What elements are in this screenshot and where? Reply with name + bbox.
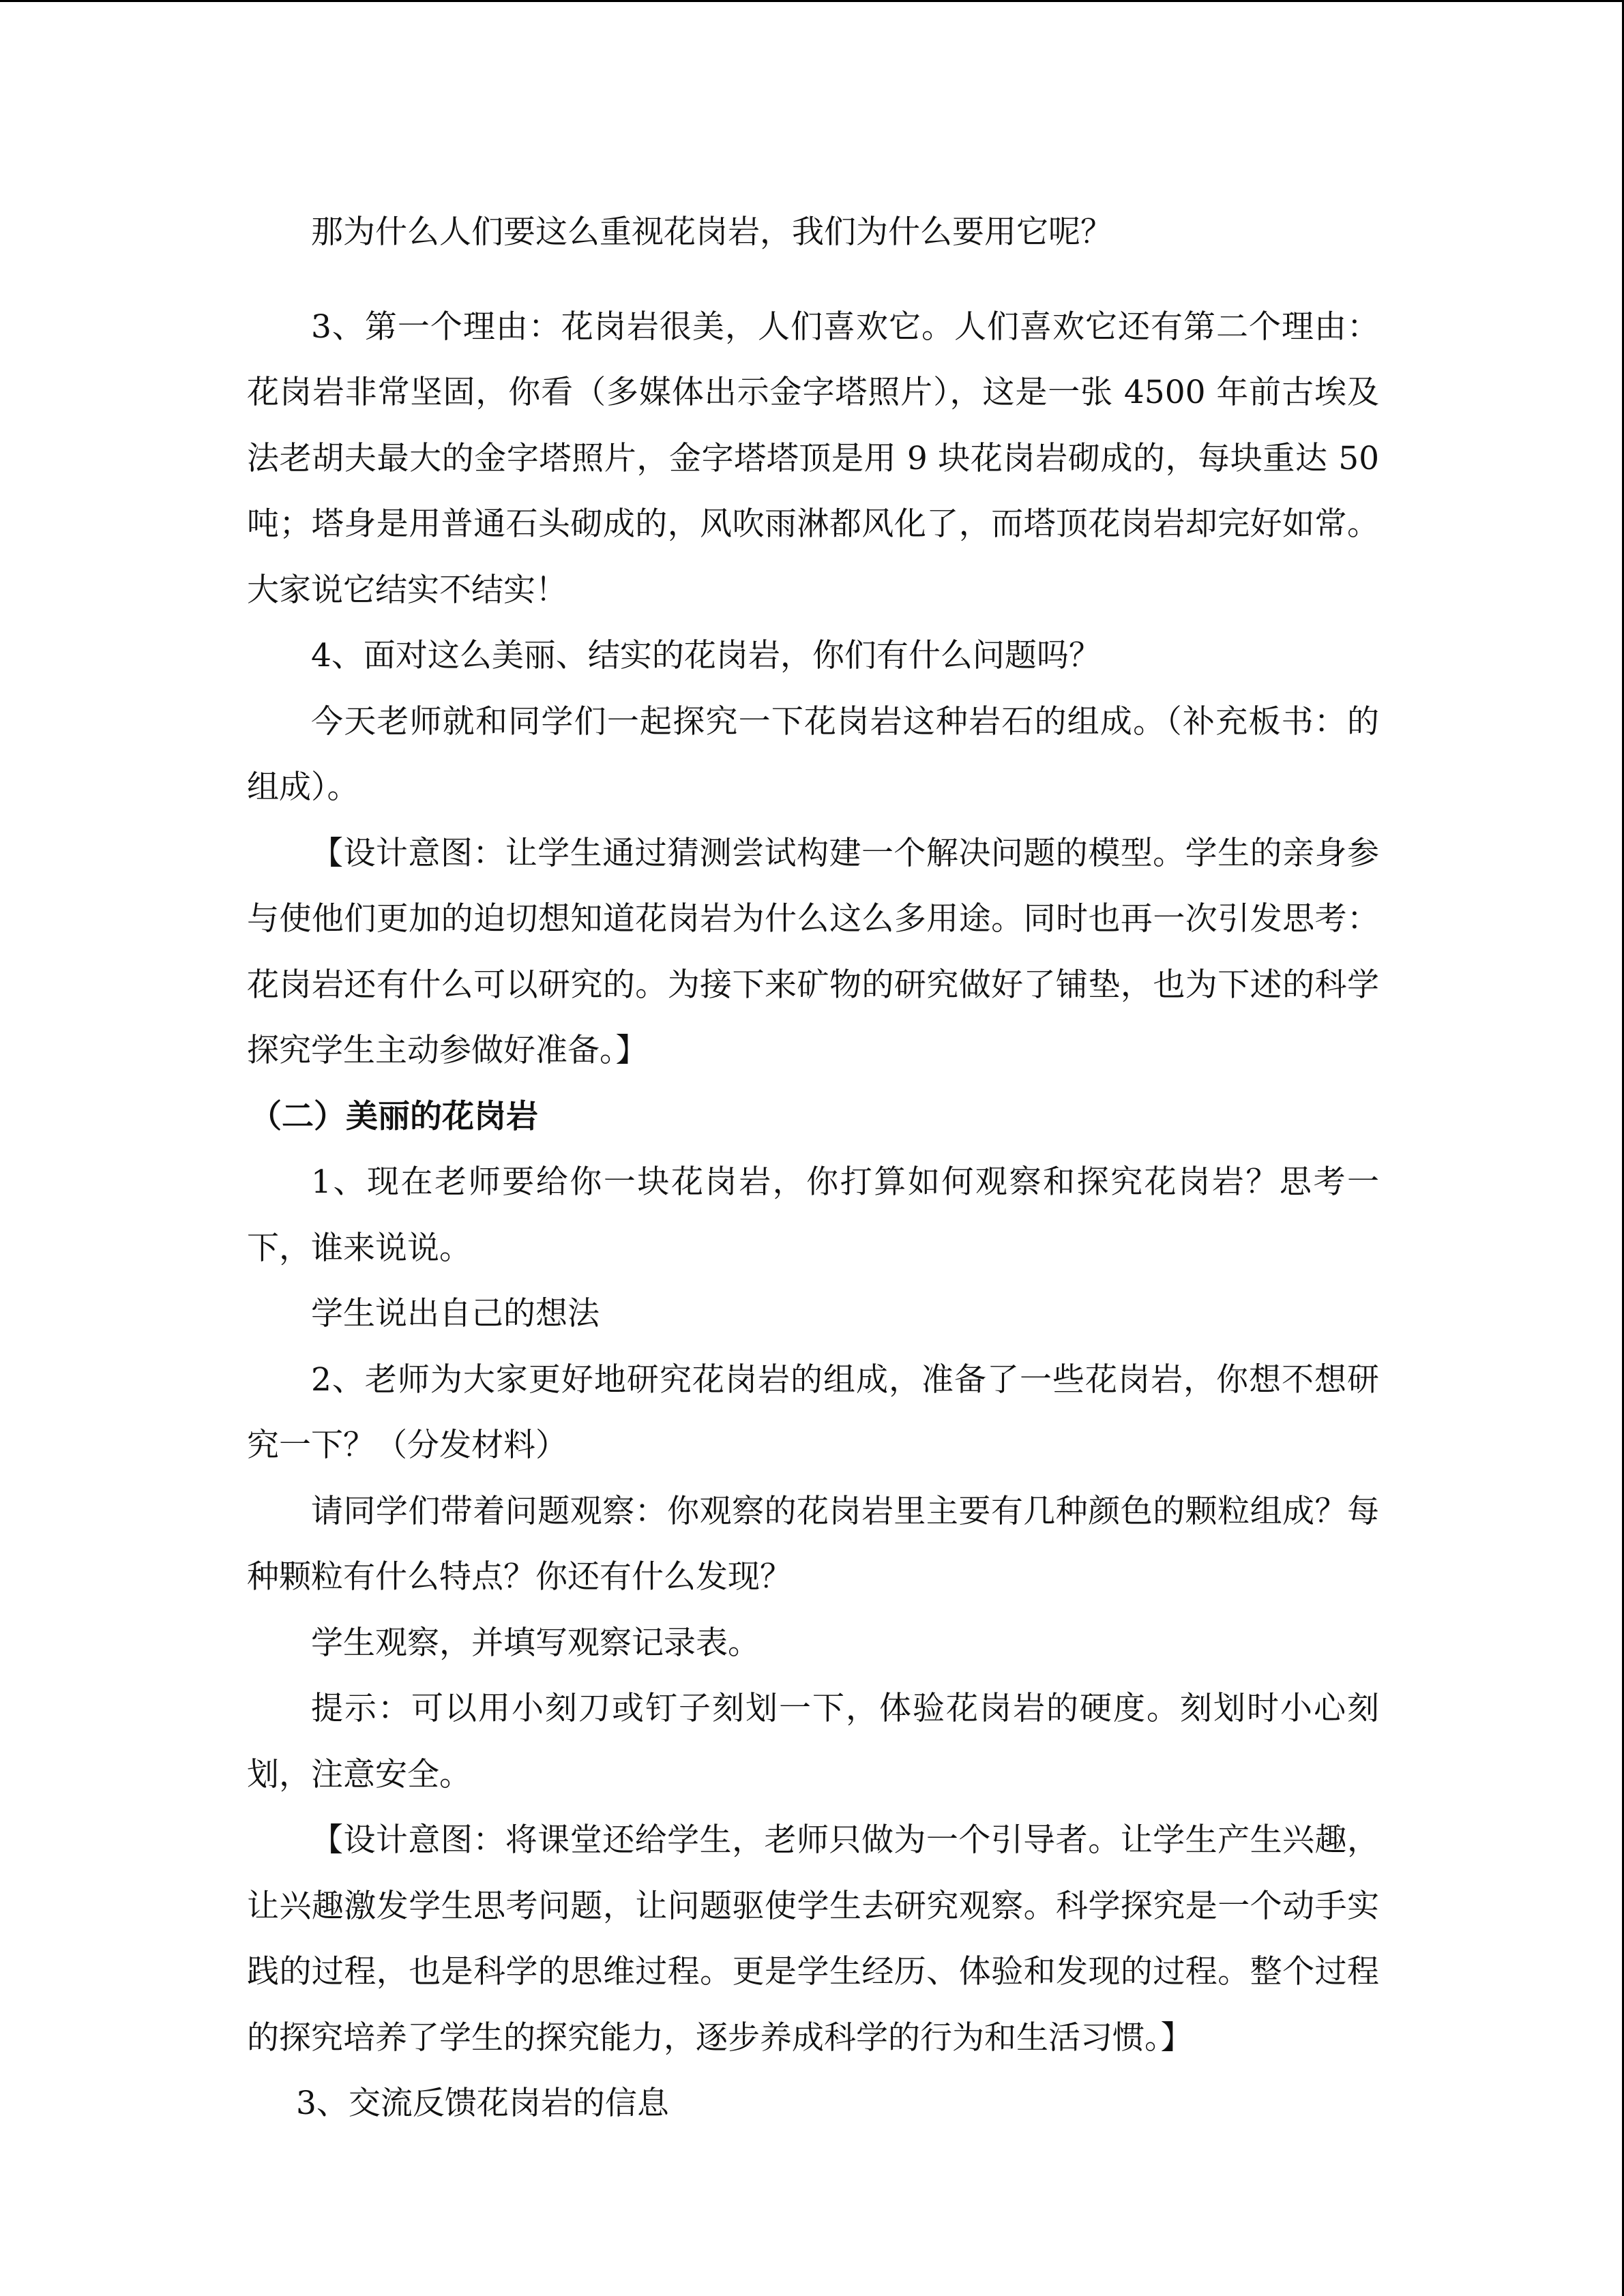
paragraph-feedback: 3、交流反馈花岗岩的信息 — [296, 2085, 669, 2122]
paragraph-record-table: 学生观察，并填写观察记录表。 — [311, 1624, 760, 1662]
document-body — [247, 200, 1379, 2137]
paragraph-design-intent-2: 【设计意图：将课堂还给学生，老师只做为一个引导者。让学生产生兴趣，让兴趣激发学生思考问题，让问题驱使学生去研究观察。科学探究是一个动手实践的过程，也是科学的思维过程。更是学生经历、体验和发现的过程。整个过程的探究培养了学生的探究能力，逐步养成科学的行为和生活习惯。】 — [247, 1821, 1379, 2057]
paragraph-observe-questions: 请同学们带着问题观察：你观察的花岗岩里主要有几种颜色的颗粒组成？每种颗粒有什么特点？你还有什么发现？ — [247, 1492, 1379, 1596]
paragraph-safety-tip: 提示：可以用小刻刀或钉子刻划一下，体验花岗岩的硬度。刻划时小心刻划，注意安全。 — [247, 1690, 1379, 1793]
paragraph-question: 那为什么人们要这么重视花岗岩，我们为什么要用它呢？ — [311, 213, 1112, 251]
paragraph-today-explore: 今天老师就和同学们一起探究一下花岗岩这种岩石的组成。（补充板书：的组成）。 — [247, 702, 1379, 806]
paragraph-prepare-materials: 2、老师为大家更好地研究花岗岩的组成，准备了一些花岗岩，你想不想研究一下？（分发材料） — [247, 1360, 1379, 1464]
paragraph-observe-plan: 1、现在老师要给你一块花岗岩，你打算如何观察和探究花岗岩？思考一下，谁来说说。 — [247, 1163, 1379, 1267]
paragraph-reason-pyramid: 3、第一个理由：花岗岩很美，人们喜欢它。人们喜欢它还有第二个理由：花岗岩非常坚固，你看（多媒体出示金字塔照片），这是一张 4500 年前古埃及法老胡夫最大的金字塔照片，金字塔塔顶是用 9 块花岗岩砌成的，每块重达 50 吨；塔身是用普通石头砌成的，风吹雨淋都风化了，而塔顶花岗岩却完好如常。大家说它结实不结实！ — [247, 308, 1379, 609]
section-heading: （二）美丽的花岗岩 — [250, 1097, 538, 1135]
paragraph-student-ideas: 学生说出自己的想法 — [311, 1295, 600, 1332]
paragraph-question-granite: 4、面对这么美丽、结实的花岗岩，你们有什么问题吗？ — [311, 637, 1101, 674]
paragraph-design-intent-1: 【设计意图：让学生通过猜测尝试构建一个解决问题的模型。学生的亲身参与使他们更加的迫切想知道花岗岩为什么这么多用途。同时也再一次引发思考：花岗岩还有什么可以研究的。为接下来矿物的研究做好了铺垫，也为下述的科学探究学生主动参做好准备。】 — [247, 834, 1379, 1069]
